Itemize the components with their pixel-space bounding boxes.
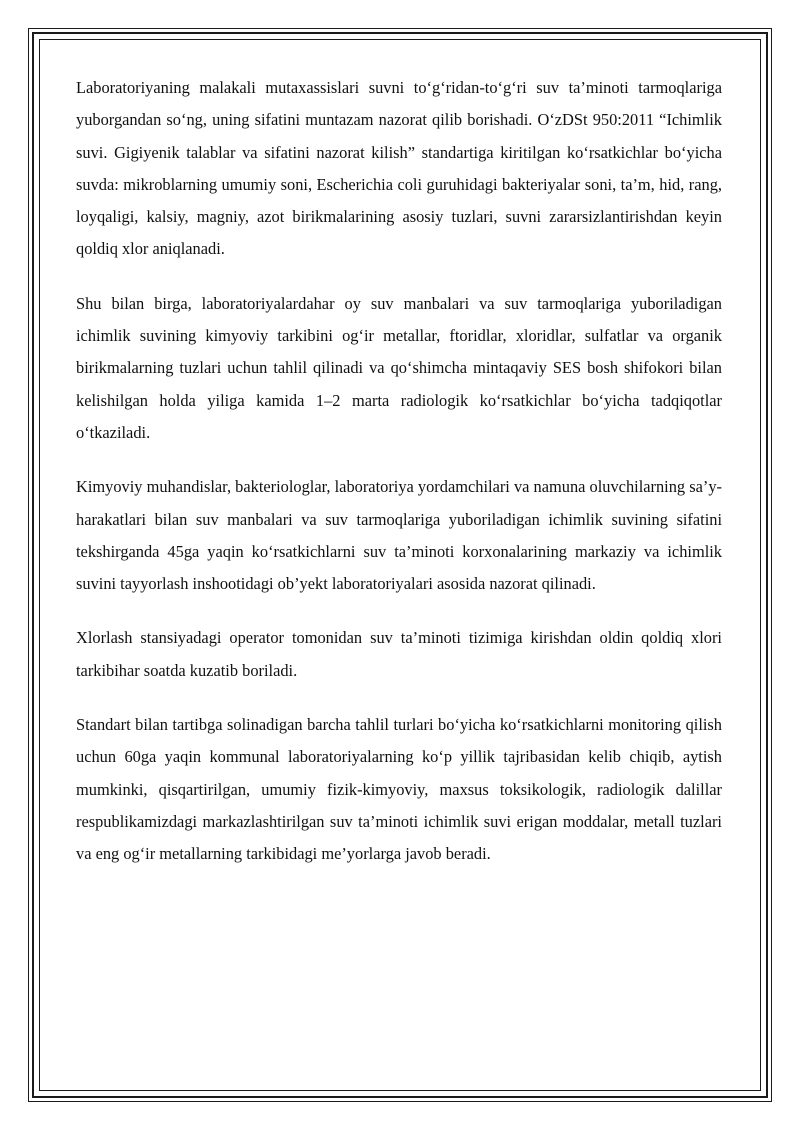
- paragraph-2: Shu bilan birga, laboratoriyalardahar oy suv manbalari va suv tarmoqlariga yuboriladigan ichimlik suvining kimyoviy tarkibini og‘ir metallar, ftoridlar, xloridlar, sulfatlar va organik birikmalarning tuzlari uchun tahlil qilinadi va qo‘shimcha mintaqaviy SES bosh shifokori bilan kelishilgan holda yiliga kamida 1–2 marta radiologik ko‘rsatkichlar bo‘yicha tadqiqotlar o‘tkaziladi.: [76, 293, 722, 442]
- paragraph-5: Standart bilan tartibga solinadigan barcha tahlil turlari bo‘yicha ko‘rsatkichlarni monitoring qilish uchun 60ga yaqin kommunal laboratoriyalarning ko‘p yillik tajribasidan kelib chiqib, aytish mumkinki, qisqartirilgan, umumiy fizik-kimyoviy, maxsus toksikologik, radiologik dalillar respublikamizdagi markazlashtirilgan suv ta’minoti ichimlik suvi erigan moddalar, metall tuzlari va eng og‘ir metallarning tarkibidagi me’yorlarga javob beradi.: [76, 715, 722, 864]
- paragraph-3: Kimyoviy muhandislar, bakteriologlar, laboratoriya yordamchilari va namuna oluvchilarning sa’y-harakatlari bilan suv manbalari va suv tarmoqlariga yuboriladigan ichimlik suvining sifatini tekshirganda 45ga yaqin ko‘rsatkichlarni suv ta’minoti korxonalarining markaziy va ichimlik suvini tayyorlash inshootidagi ob’yekt laboratoriyalari asosida nazorat qilinadi.: [76, 477, 722, 594]
- document-body: [76, 72, 722, 893]
- paragraph-4: Xlorlash stansiyadagi operator tomonidan suv ta’minoti tizimiga kirishdan oldin qoldiq xlori tarkibihar soatda kuzatib boriladi.: [76, 628, 722, 680]
- paragraph-1: Laboratoriyaning malakali mutaxassislari suvni to‘g‘ridan-to‘g‘ri suv ta’minoti tarmoqlariga yuborgandan so‘ng, uning sifatini muntazam nazorat qilib borishadi. O‘zDSt 950:2011 “Ichimlik suvi. Gigiyenik talablar va sifatini nazorat kilish” standartiga kiritilgan ko‘rsatkichlar bo‘yicha suvda: mikroblarning umumiy soni, Escherichia coli guruhidagi bakteriyalar soni, ta’m, hid, rang, loyqaligi, kalsiy, magniy, azot birikmalarining asosiy tuzlari, suvni zararsizlantirishdan keyin qoldiq xlor aniqlanadi.: [76, 78, 722, 259]
